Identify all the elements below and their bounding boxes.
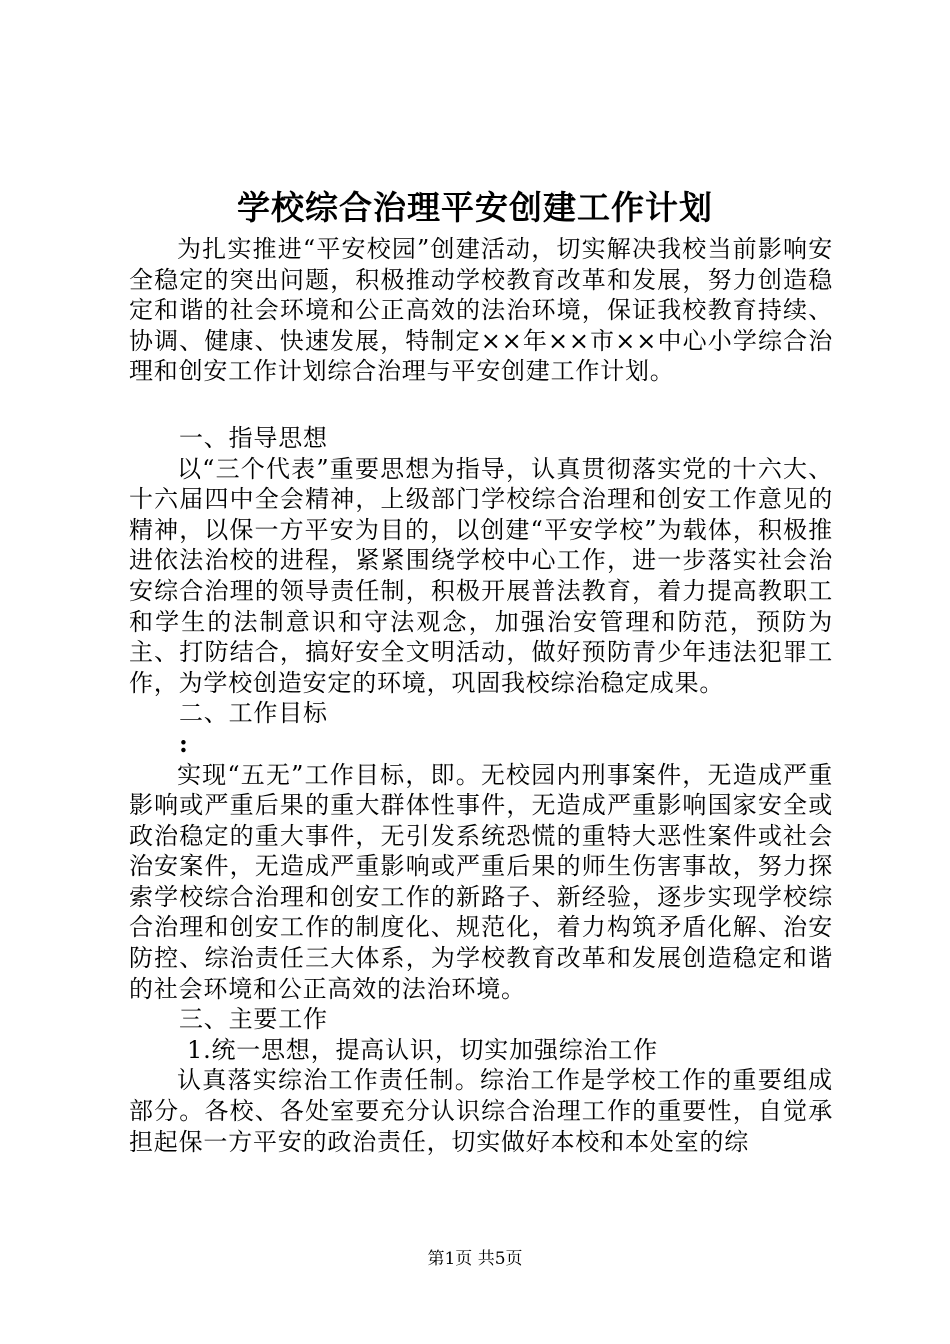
section-body-work-goals: 实现“五无”工作目标，即。无校园内刑事案件，无造成严重影响或严重后果的重大群体性事件，无造成严重影响国家安全或政治稳定的重大事件，无引发系统恐慌的重特大恶性案件或社会治安案件，无造成严重影响或严重后果的师生伤害事故，努力探索学校综合治理和创安工作的新路子、新经验，逐步实现学校综合治理和创安工作的制度化、规范化，着力构筑矛盾化解、治安防控、综治责任三大体系，为学校教育改革和发展创造稳定和谐的社会环境和公正高效的法治环境。 (129, 760, 833, 1003)
section-heading-guiding-ideology: 一、指导思想 (179, 423, 328, 452)
section-colon: : (179, 728, 189, 758)
section-heading-main-work: 三、主要工作 (179, 1005, 328, 1034)
document-body (129, 234, 833, 1157)
subsection-heading: 1.统一思想，提高认识，切实加强综治工作 (187, 1035, 658, 1064)
paragraph-gap (129, 387, 833, 423)
page-footer: 第1页 共5页 (427, 1249, 523, 1269)
section-body-guiding-ideology: 以“三个代表”重要思想为指导，认真贯彻落实党的十六大、十六届四中全会精神，上级部门学校综合治理和创安工作意见的精神，以保一方平安为目的，以创建“平安学校”为载体，积极推进依法治校的进程，紧紧围绕学校中心工作，进一步落实社会治安综合治理的领导责任制，积极开展普法教育，着力提高教职工和学生的法制意识和守法观念，加强治安管理和防范，预防为主、打防结合，搞好安全文明活动，做好预防青少年违法犯罪工作，为学校创造安定的环境，巩固我校综治稳定成果。 (129, 454, 833, 697)
document-title: 学校综合治理平安创建工作计划 (237, 188, 713, 227)
section-heading-work-goals: 二、工作目标 (179, 699, 328, 728)
intro-paragraph: 为扎实推进“平安校园”创建活动，切实解决我校当前影响安全稳定的突出问题，积极推动学校教育改革和发展，努力创造稳定和谐的社会环境和公正高效的法治环境，保证我校教育持续、协调、健康、快速发展，特制定××年××市××中心小学综合治理和创安工作计划综合治理与平安创建工作计划。 (129, 235, 833, 386)
section-body-main-work: 认真落实综治工作责任制。综治工作是学校工作的重要组成部分。各校、各处室要充分认识综合治理工作的重要性，自觉承担起保一方平安的政治责任，切实做好本校和本处室的综 (129, 1066, 833, 1156)
